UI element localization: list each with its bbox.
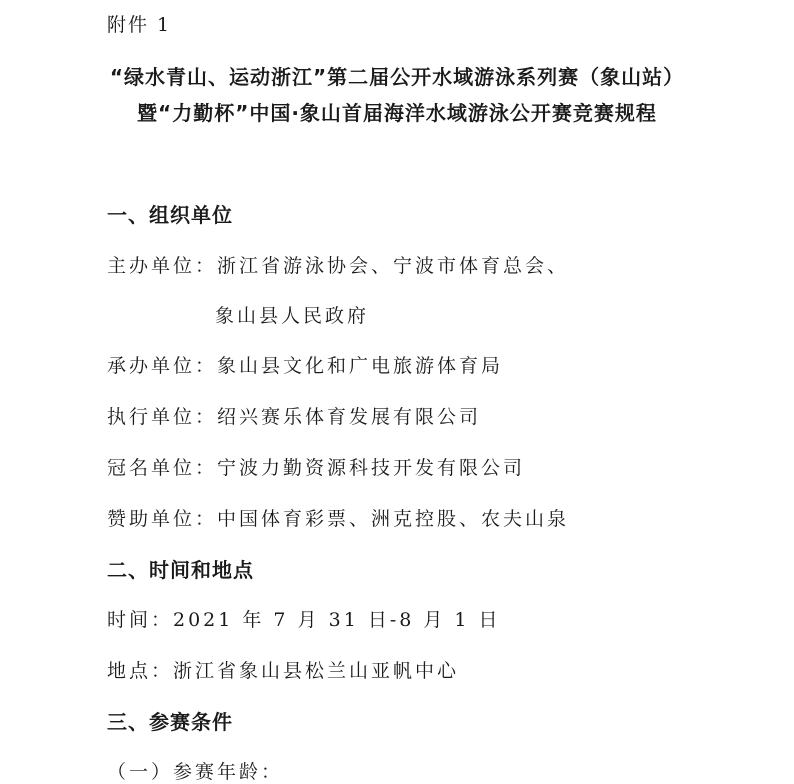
attachment-label: 附件 1 bbox=[107, 14, 172, 36]
section-heading-time-place: 二、时间和地点 bbox=[107, 558, 254, 582]
title-sponsor-unit: 冠名单位：宁波力勤资源科技开发有限公司 bbox=[107, 457, 526, 479]
organizer-unit: 承办单位：象山县文化和广电旅游体育局 bbox=[107, 355, 504, 377]
age-requirement: （一）参赛年龄： bbox=[107, 761, 284, 783]
document-title-line-1: “绿水青山、运动浙江”第二届公开水域游泳系列赛（象山站） bbox=[109, 65, 685, 89]
document-title-line-2: 暨“力勤杯”中国·象山首届海洋水域游泳公开赛竞赛规程 bbox=[137, 101, 657, 125]
section-heading-conditions: 三、参赛条件 bbox=[107, 710, 233, 734]
event-time: 时间：2021 年 7 月 31 日-8 月 1 日 bbox=[107, 609, 501, 631]
event-place: 地点：浙江省象山县松兰山亚帆中心 bbox=[107, 660, 460, 682]
section-heading-organization: 一、组织单位 bbox=[107, 203, 233, 227]
host-units-line-2: 象山县人民政府 bbox=[215, 305, 370, 327]
host-units-line-1: 主办单位：浙江省游泳协会、宁波市体育总会、 bbox=[107, 255, 570, 277]
sponsor-units: 赞助单位：中国体育彩票、洲克控股、农夫山泉 bbox=[107, 508, 570, 530]
executor-unit: 执行单位：绍兴赛乐体育发展有限公司 bbox=[107, 406, 482, 428]
